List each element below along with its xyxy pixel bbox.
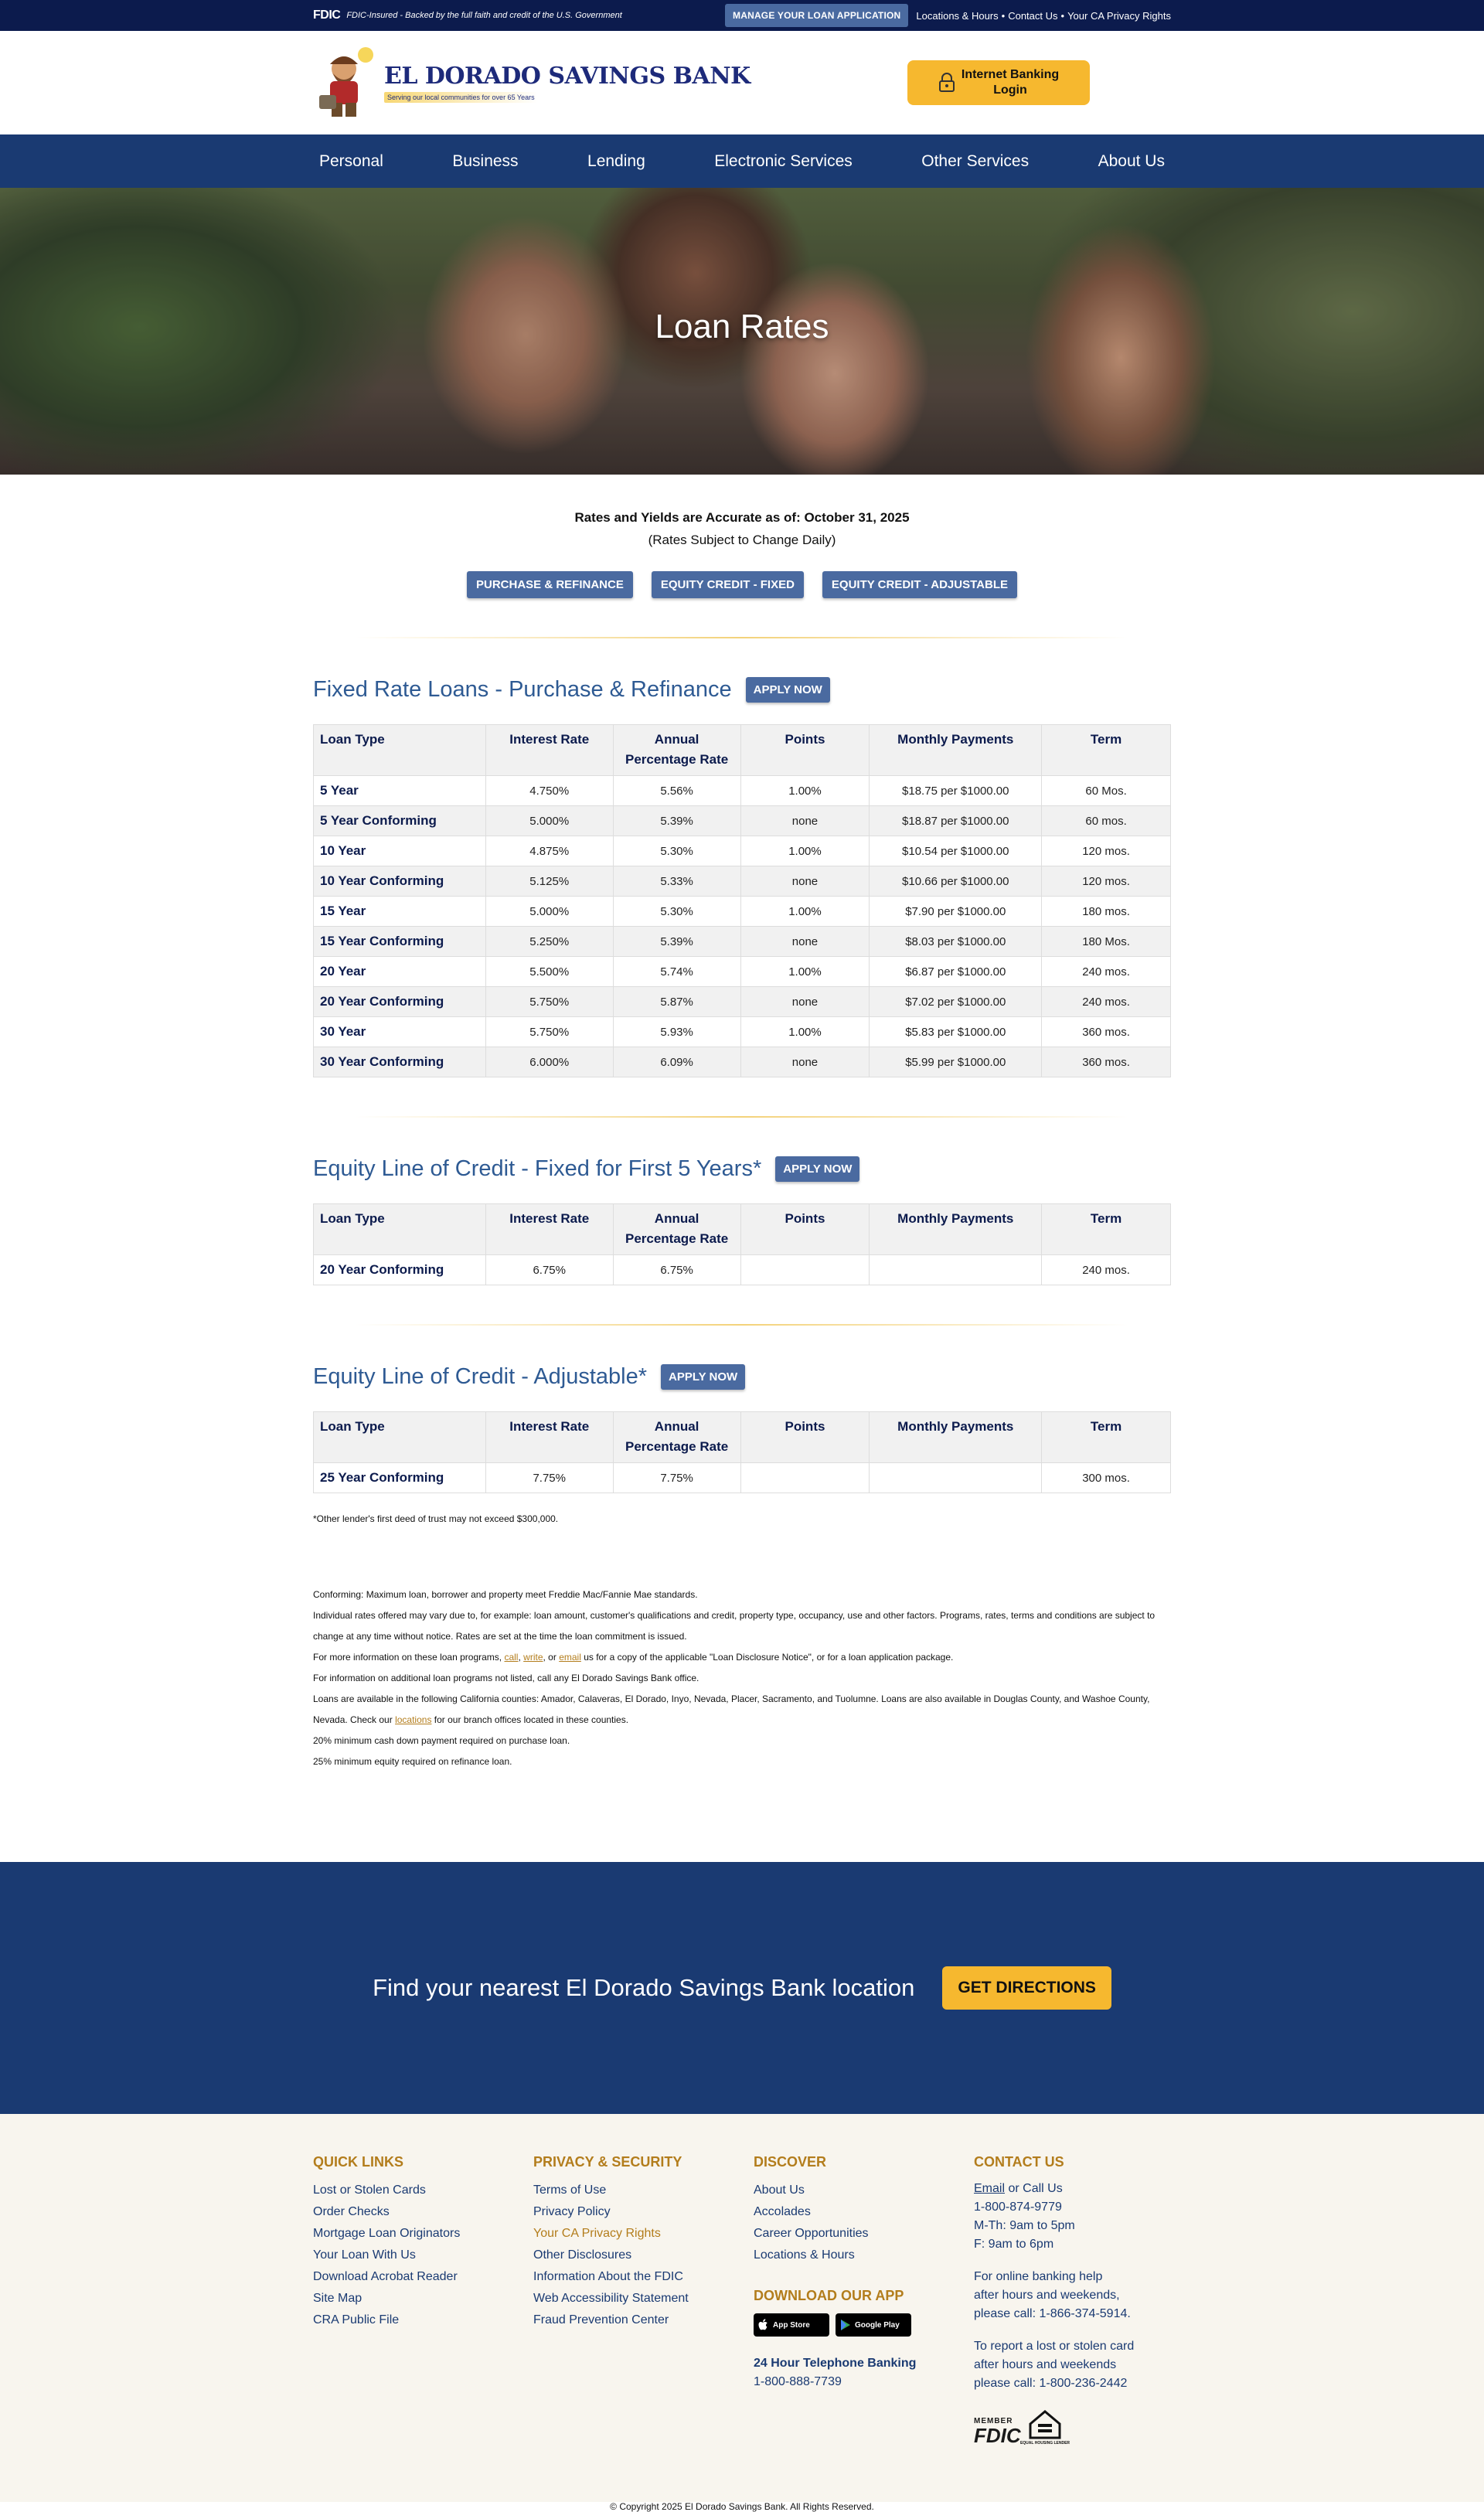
disclosure-conforming: Conforming: Maximum loan, borrower and property meet Freddie Mac/Fannie Mae standards. xyxy=(313,1589,698,1600)
col-points: Points xyxy=(740,725,870,776)
equity-footnote: *Other lender's first deed of trust may not exceed $300,000. xyxy=(313,1513,559,1524)
bank-name: EL DORADO SAVINGS BANK xyxy=(384,62,751,90)
rates-subject-note: (Rates Subject to Change Daily) xyxy=(648,533,836,547)
utility-links: Locations & Hours • Contact Us • Your CA Privacy Rights xyxy=(916,9,1171,22)
cell-loan-type: 10 Year xyxy=(314,836,486,866)
cell-points: 1.00% xyxy=(740,1017,870,1047)
cra-public-file-link[interactable]: CRA Public File xyxy=(313,2313,400,2326)
cell-loan-type: 10 Year Conforming xyxy=(314,866,486,897)
write-link[interactable]: write xyxy=(523,1652,543,1663)
contact-title: CONTACT US xyxy=(974,2154,1064,2170)
divider xyxy=(356,1324,1128,1326)
table-row xyxy=(314,897,1171,927)
cell-term: 240 mos. xyxy=(1042,987,1171,1017)
disclosure-counties: Loans are available in the following California counties: Amador, Calaveras, El Dorado, Inyo, Nevada, Placer, Sacramento, and Tuolumne. Loans are also available in Douglas County, and Washoe County, Nevada. Check our locations for our branch offices located in these counties. xyxy=(313,1693,1150,1725)
cell-monthly-payment: $7.02 per $1000.00 xyxy=(870,987,1042,1017)
cell-monthly-payment xyxy=(870,1463,1042,1493)
equal-housing-lender-icon xyxy=(1019,2408,1070,2446)
cell-points: 1.00% xyxy=(740,776,870,806)
table-row xyxy=(314,927,1171,957)
disclosure-equity: 25% minimum equity required on refinance loan. xyxy=(313,1756,512,1767)
cell-term: 180 Mos. xyxy=(1042,927,1171,957)
cell-interest-rate: 5.125% xyxy=(485,866,613,897)
bank-logo[interactable] xyxy=(313,46,751,120)
table-row xyxy=(314,1047,1171,1077)
nav-business[interactable]: Business xyxy=(452,151,519,170)
cell-interest-rate: 4.875% xyxy=(485,836,613,866)
footer-quick-links xyxy=(313,2154,533,2446)
cell-points: none xyxy=(740,1047,870,1077)
cell-loan-type: 5 Year Conforming xyxy=(314,806,486,836)
app-store-badge[interactable]: App Store xyxy=(754,2313,829,2337)
col-term: Term xyxy=(1042,1412,1171,1463)
cell-term: 240 mos. xyxy=(1042,1255,1171,1285)
fdic-logo: FDIC xyxy=(313,9,341,22)
footer-ca-privacy-rights-link[interactable]: Your CA Privacy Rights xyxy=(533,2227,661,2240)
col-interest-rate: Interest Rate xyxy=(485,1204,613,1255)
equity-fixed-title: Equity Line of Credit - Fixed for First 5 Years* xyxy=(313,1156,762,1181)
table-row xyxy=(314,776,1171,806)
site-header xyxy=(0,31,1484,134)
contact-us-link[interactable]: Contact Us xyxy=(1008,9,1058,22)
footer-contact: CONTACT US Email or Call Us 1-800-874-9779 M-Th: 9am to 5pm F: 9am to 6pm For online banking help after hours and weekends, please call: 1-866-374-5914. To report a lost or stolen card after hours and weekends please call: 1-800-236-2442 MEMBER FDIC EQUAL HOUSING LENDER xyxy=(974,2154,1171,2446)
table-row xyxy=(314,806,1171,836)
table-row xyxy=(314,836,1171,866)
footer-locations-hours-link[interactable]: Locations & Hours xyxy=(754,2248,855,2262)
get-directions-button[interactable]: GET DIRECTIONS xyxy=(942,1966,1111,2010)
col-apr: Annual Percentage Rate xyxy=(613,1204,740,1255)
disclosure-additional-programs: For information on additional loan programs not listed, call any El Dorado Savings Bank office. xyxy=(313,1673,699,1683)
contact-hours-f: F: 9am to 6pm xyxy=(974,2238,1054,2251)
cell-monthly-payment: $18.75 per $1000.00 xyxy=(870,776,1042,806)
equity-fixed-section-header xyxy=(313,1156,1171,1182)
cell-interest-rate: 5.000% xyxy=(485,897,613,927)
table-row xyxy=(314,1255,1171,1285)
nav-about-us[interactable]: About Us xyxy=(1098,151,1165,170)
nav-electronic-services[interactable]: Electronic Services xyxy=(714,151,853,170)
cell-interest-rate: 5.750% xyxy=(485,987,613,1017)
gold-miner-mascot-icon xyxy=(313,46,380,120)
lost-card-line3: please call: 1-800-236-2442 xyxy=(974,2377,1128,2390)
loan-disclosures xyxy=(313,1584,1171,1772)
cell-term: 120 mos. xyxy=(1042,866,1171,897)
col-monthly-payments: Monthly Payments xyxy=(870,1412,1042,1463)
about-us-link[interactable]: About Us xyxy=(754,2184,805,2197)
cell-points: 1.00% xyxy=(740,836,870,866)
cell-loan-type: 20 Year Conforming xyxy=(314,987,486,1017)
col-monthly-payments: Monthly Payments xyxy=(870,725,1042,776)
col-apr: Annual Percentage Rate xyxy=(613,1412,740,1463)
cell-interest-rate: 5.500% xyxy=(485,957,613,987)
cell-loan-type: 15 Year Conforming xyxy=(314,927,486,957)
ib-label-line2: Login xyxy=(993,83,1027,97)
divider xyxy=(356,637,1128,638)
contact-hours-mth: M-Th: 9am to 5pm xyxy=(974,2219,1075,2232)
apply-now-equity-adjustable-button[interactable]: APPLY NOW xyxy=(661,1364,745,1390)
cell-points: none xyxy=(740,987,870,1017)
table-header xyxy=(314,1204,1171,1255)
col-apr: Annual Percentage Rate xyxy=(613,725,740,776)
find-location-band xyxy=(0,1862,1484,2114)
rates-accuracy-date: Rates and Yields are Accurate as of: October 31, 2025 xyxy=(574,510,910,525)
mortgage-loan-originators-link[interactable]: Mortgage Loan Originators xyxy=(313,2227,461,2240)
play-icon xyxy=(840,2319,851,2331)
nav-other-services[interactable]: Other Services xyxy=(921,151,1030,170)
app-badges xyxy=(754,2313,974,2337)
col-loan-type: Loan Type xyxy=(314,1412,486,1463)
fdic-notice-text: FDIC-Insured - Backed by the full faith and credit of the U.S. Government xyxy=(346,11,622,20)
equity-adjustable-section-header xyxy=(313,1364,1171,1390)
find-location-text: Find your nearest El Dorado Savings Bank location xyxy=(373,1974,915,2001)
fixed-rate-rows xyxy=(314,776,1171,1077)
call-link[interactable]: call xyxy=(504,1652,519,1663)
cell-apr: 5.74% xyxy=(613,957,740,987)
footer-discover xyxy=(754,2154,974,2446)
cell-apr: 5.30% xyxy=(613,836,740,866)
lost-card-line2: after hours and weekends xyxy=(974,2358,1117,2371)
col-loan-type: Loan Type xyxy=(314,725,486,776)
table-row xyxy=(314,1463,1171,1493)
order-checks-link[interactable]: Order Checks xyxy=(313,2205,390,2218)
cell-loan-type: 20 Year Conforming xyxy=(314,1255,486,1285)
cell-apr: 6.75% xyxy=(613,1255,740,1285)
cell-loan-type: 25 Year Conforming xyxy=(314,1463,486,1493)
cell-apr: 5.33% xyxy=(613,866,740,897)
disclosure-individual-rates: Individual rates offered may vary due to, for example: loan amount, customer's qualifications and credit, property type, occupancy, use and other factors. Programs, rates, terms and conditions are subject to change at any time without notice. Rates are set at the time the loan commitment is issued. xyxy=(313,1610,1156,1642)
career-opportunities-link[interactable]: Career Opportunities xyxy=(754,2227,869,2240)
cell-monthly-payment xyxy=(870,1255,1042,1285)
web-accessibility-link[interactable]: Web Accessibility Statement xyxy=(533,2292,689,2305)
ca-privacy-rights-link[interactable]: Your CA Privacy Rights xyxy=(1067,9,1171,22)
online-help-line3: please call: 1-866-374-5914. xyxy=(974,2307,1131,2320)
locations-link[interactable]: locations xyxy=(395,1714,432,1725)
equity-adjustable-title: Equity Line of Credit - Adjustable* xyxy=(313,1364,648,1389)
equity-adjustable-rows xyxy=(314,1463,1171,1493)
cell-monthly-payment: $7.90 per $1000.00 xyxy=(870,897,1042,927)
col-points: Points xyxy=(740,1412,870,1463)
cell-points: none xyxy=(740,927,870,957)
contact-phone[interactable]: 1-800-874-9779 xyxy=(974,2201,1062,2214)
email-link[interactable]: email xyxy=(559,1652,581,1663)
cell-interest-rate: 4.750% xyxy=(485,776,613,806)
ib-label-line1: Internet Banking xyxy=(961,68,1060,81)
cell-interest-rate: 5.250% xyxy=(485,927,613,957)
privacy-policy-link[interactable]: Privacy Policy xyxy=(533,2205,611,2218)
cell-points: 1.00% xyxy=(740,957,870,987)
telephone-banking-number[interactable]: 1-800-888-7739 xyxy=(754,2375,842,2388)
discover-title: DISCOVER xyxy=(754,2154,827,2170)
fixed-rate-section-header xyxy=(313,677,1171,703)
cell-loan-type: 30 Year Conforming xyxy=(314,1047,486,1077)
col-monthly-payments: Monthly Payments xyxy=(870,1204,1042,1255)
col-term: Term xyxy=(1042,725,1171,776)
cell-loan-type: 20 Year xyxy=(314,957,486,987)
cell-interest-rate: 6.000% xyxy=(485,1047,613,1077)
cell-points: none xyxy=(740,806,870,836)
copyright: © Copyright 2025 El Dorado Savings Bank. All Rights Reserved. xyxy=(610,2501,874,2512)
download-app-title: DOWNLOAD OUR APP xyxy=(754,2288,904,2303)
disclosure-down-payment: 20% minimum cash down payment required on purchase loan. xyxy=(313,1735,570,1746)
disclosure-more-info: For more information on these loan programs, call, write, or email us for a copy of the applicable "Loan Disclosure Notice", or for a loan application package. xyxy=(313,1652,954,1663)
cell-monthly-payment: $8.03 per $1000.00 xyxy=(870,927,1042,957)
cell-term: 360 mos. xyxy=(1042,1017,1171,1047)
download-acrobat-reader-link[interactable]: Download Acrobat Reader xyxy=(313,2270,458,2283)
accolades-link[interactable]: Accolades xyxy=(754,2205,811,2218)
cell-apr: 7.75% xyxy=(613,1463,740,1493)
cell-term: 60 mos. xyxy=(1042,806,1171,836)
col-loan-type: Loan Type xyxy=(314,1204,486,1255)
cell-monthly-payment: $6.87 per $1000.00 xyxy=(870,957,1042,987)
fixed-rate-title: Fixed Rate Loans - Purchase & Refinance xyxy=(313,677,732,702)
quick-links-title: QUICK LINKS xyxy=(313,2154,403,2170)
table-header xyxy=(314,1412,1171,1463)
apple-icon xyxy=(758,2319,769,2331)
apply-now-fixed-button[interactable]: APPLY NOW xyxy=(746,677,830,703)
cell-points: 1.00% xyxy=(740,897,870,927)
cell-monthly-payment: $10.66 per $1000.00 xyxy=(870,866,1042,897)
lost-card-line1: To report a lost or stolen card xyxy=(974,2340,1135,2353)
cell-interest-rate: 5.750% xyxy=(485,1017,613,1047)
cell-apr: 5.87% xyxy=(613,987,740,1017)
jump-equity-adjustable-button[interactable]: EQUITY CREDIT - ADJUSTABLE xyxy=(822,571,1017,598)
cell-loan-type: 15 Year xyxy=(314,897,486,927)
cell-term: 360 mos. xyxy=(1042,1047,1171,1077)
cell-points xyxy=(740,1255,870,1285)
page-title: Loan Rates xyxy=(655,308,829,345)
cell-points: none xyxy=(740,866,870,897)
other-disclosures-link[interactable]: Other Disclosures xyxy=(533,2248,632,2262)
contact-email-link[interactable]: Email xyxy=(974,2182,1006,2195)
cell-apr: 5.56% xyxy=(613,776,740,806)
apply-now-equity-fixed-button[interactable]: APPLY NOW xyxy=(775,1156,859,1182)
locations-hours-link[interactable]: Locations & Hours xyxy=(916,9,999,22)
fixed-rate-table xyxy=(313,724,1171,1077)
cell-interest-rate: 7.75% xyxy=(485,1463,613,1493)
svg-text:EQUAL HOUSING LENDER: EQUAL HOUSING LENDER xyxy=(1019,2441,1070,2446)
cell-term: 120 mos. xyxy=(1042,836,1171,866)
table-row xyxy=(314,957,1171,987)
bank-tagline: Serving our local communities for over 65 Years xyxy=(384,92,538,103)
fdic-info-link[interactable]: Information About the FDIC xyxy=(533,2270,683,2283)
online-help-line2: after hours and weekends, xyxy=(974,2289,1120,2302)
nav-personal[interactable]: Personal xyxy=(319,151,383,170)
cell-interest-rate: 6.75% xyxy=(485,1255,613,1285)
cell-monthly-payment: $18.87 per $1000.00 xyxy=(870,806,1042,836)
footer-privacy-security xyxy=(533,2154,754,2446)
cell-points xyxy=(740,1463,870,1493)
online-help-line1: For online banking help xyxy=(974,2270,1103,2283)
cell-apr: 5.39% xyxy=(613,806,740,836)
divider xyxy=(356,1116,1128,1118)
top-bar xyxy=(0,0,1484,31)
col-interest-rate: Interest Rate xyxy=(485,725,613,776)
privacy-security-title: PRIVACY & SECURITY xyxy=(533,2154,682,2170)
terms-of-use-link[interactable]: Terms of Use xyxy=(533,2184,607,2197)
cell-apr: 5.30% xyxy=(613,897,740,927)
lock-icon xyxy=(938,73,955,93)
table-row xyxy=(314,866,1171,897)
fraud-prevention-link[interactable]: Fraud Prevention Center xyxy=(533,2313,669,2326)
cell-term: 300 mos. xyxy=(1042,1463,1171,1493)
your-loan-with-us-link[interactable]: Your Loan With Us xyxy=(313,2248,416,2262)
cell-apr: 5.39% xyxy=(613,927,740,957)
fdic-notice xyxy=(313,9,622,22)
col-points: Points xyxy=(740,1204,870,1255)
equity-fixed-table xyxy=(313,1203,1171,1285)
lost-stolen-cards-link[interactable]: Lost or Stolen Cards xyxy=(313,2184,426,2197)
main-content xyxy=(0,475,1484,1772)
site-map-link[interactable]: Site Map xyxy=(313,2292,362,2305)
cell-term: 240 mos. xyxy=(1042,957,1171,987)
cell-term: 60 Mos. xyxy=(1042,776,1171,806)
google-play-badge[interactable]: Google Play xyxy=(836,2313,911,2337)
cell-term: 180 mos. xyxy=(1042,897,1171,927)
member-fdic-logo: MEMBER FDIC xyxy=(974,2417,1021,2447)
section-jump-links xyxy=(313,571,1171,598)
jump-purchase-refinance-button[interactable]: PURCHASE & REFINANCE xyxy=(467,571,633,598)
nav-lending[interactable]: Lending xyxy=(587,151,645,170)
internet-banking-login-button[interactable] xyxy=(907,60,1090,105)
cell-loan-type: 5 Year xyxy=(314,776,486,806)
manage-loan-application-button[interactable]: MANAGE YOUR LOAN APPLICATION xyxy=(725,4,908,27)
table-header xyxy=(314,725,1171,776)
col-interest-rate: Interest Rate xyxy=(485,1412,613,1463)
cell-apr: 5.93% xyxy=(613,1017,740,1047)
telephone-banking-title: 24 Hour Telephone Banking xyxy=(754,2357,917,2370)
cell-monthly-payment: $5.99 per $1000.00 xyxy=(870,1047,1042,1077)
table-row xyxy=(314,1017,1171,1047)
member-badges xyxy=(974,2408,1171,2446)
equity-fixed-rows xyxy=(314,1255,1171,1285)
table-row xyxy=(314,987,1171,1017)
cell-interest-rate: 5.000% xyxy=(485,806,613,836)
cell-monthly-payment: $5.83 per $1000.00 xyxy=(870,1017,1042,1047)
equity-adjustable-table xyxy=(313,1411,1171,1493)
hero-banner xyxy=(0,188,1484,475)
col-term: Term xyxy=(1042,1204,1171,1255)
cell-loan-type: 30 Year xyxy=(314,1017,486,1047)
cell-monthly-payment: $10.54 per $1000.00 xyxy=(870,836,1042,866)
site-footer xyxy=(0,2114,1484,2512)
main-nav xyxy=(0,134,1484,188)
cell-apr: 6.09% xyxy=(613,1047,740,1077)
jump-equity-fixed-button[interactable]: EQUITY CREDIT - FIXED xyxy=(652,571,804,598)
